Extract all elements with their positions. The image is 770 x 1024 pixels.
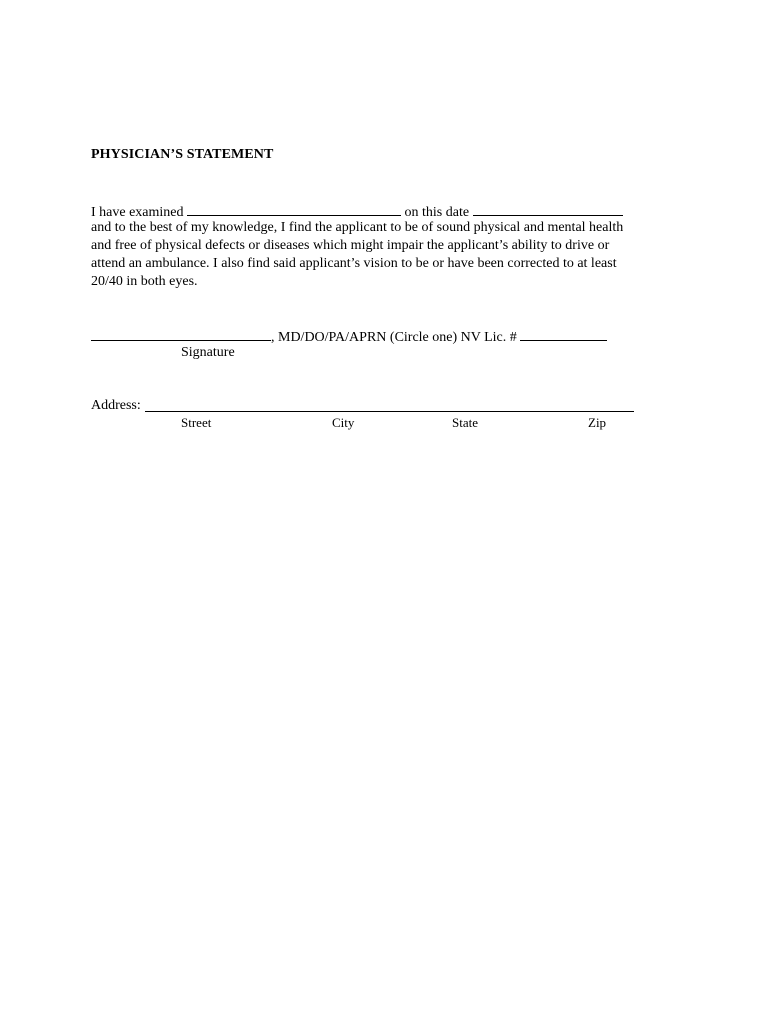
- state-caption: State: [452, 415, 478, 430]
- signature-field[interactable]: [91, 326, 271, 341]
- street-caption: Street: [181, 415, 212, 430]
- address-field[interactable]: [145, 411, 634, 412]
- license-number-field[interactable]: [520, 326, 607, 341]
- patient-name-field[interactable]: [187, 201, 401, 216]
- exam-date-field[interactable]: [473, 201, 623, 216]
- address-label: Address:: [91, 398, 141, 413]
- signature-line: [91, 326, 607, 347]
- statement-line-2: and to the best of my knowledge, I find the applicant to be of sound physical and mental health: [91, 220, 624, 235]
- date-label: on this date: [404, 205, 470, 220]
- zip-caption: Zip: [588, 415, 607, 430]
- statement-line-3: and free of physical defects or diseases which might impair the applicant’s ability to drive or: [91, 238, 610, 253]
- credential-label: , MD/DO/PA/APRN (Circle one) NV Lic. #: [271, 330, 517, 345]
- city-caption: City: [332, 415, 355, 430]
- document-title: PHYSICIAN’S STATEMENT: [91, 147, 274, 162]
- examined-label: I have examined: [91, 205, 184, 220]
- signature-caption: Signature: [181, 345, 235, 360]
- statement-line-4: attend an ambulance. I also find said applicant’s vision to be or have been corrected to at least: [91, 256, 617, 271]
- statement-line-5: 20/40 in both eyes.: [91, 274, 198, 289]
